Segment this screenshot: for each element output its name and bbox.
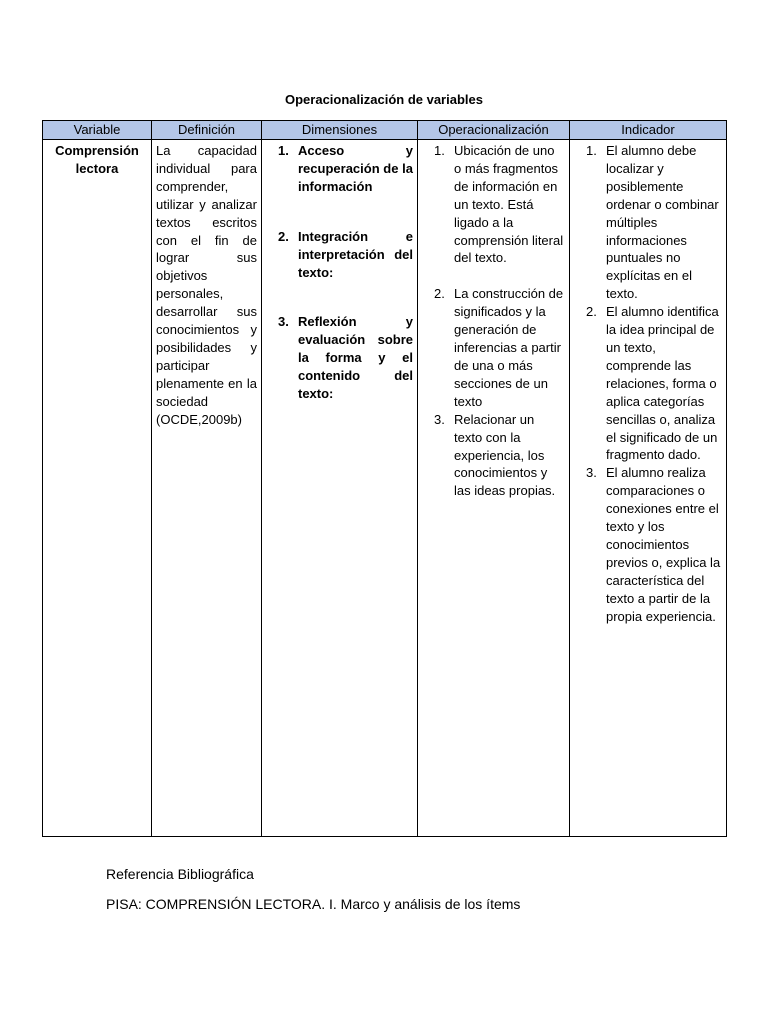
definition-cell (152, 140, 262, 837)
header-variable: Variable (43, 121, 152, 140)
list-number: 3. (586, 465, 597, 481)
operationalization-text: La construcción de significados y la generación de inferencias a partir de una o más secciones de un texto (454, 286, 564, 409)
header-indicador: Indicador (570, 121, 727, 140)
list-item (266, 313, 413, 403)
indicator-text: El alumno debe localizar y posiblemente ordenar o combinar múltiples informaciones puntuales no explícitas en el texto. (606, 143, 719, 302)
list-item (574, 464, 722, 625)
indicator-text: El alumno realiza comparaciones o conexiones entre el texto y los conocimientos previos o, explica la característica del texto a partir de la propia experiencia. (606, 465, 721, 624)
list-number: 1. (434, 143, 445, 158)
list-item (574, 142, 722, 303)
dimension-text: Reflexión y evaluación sobre la forma y el contenido del texto: (298, 314, 413, 402)
reference-heading: Referencia Bibliográfica (106, 866, 254, 882)
operationalization-table (42, 120, 727, 837)
header-dimensiones: Dimensiones (262, 121, 418, 140)
list-number: 2. (434, 286, 445, 302)
list-number: 3. (278, 314, 289, 330)
header-definicion: Definición (152, 121, 262, 140)
page-title: Operacionalización de variables (285, 92, 483, 107)
dimension-text: Integración e interpretación del texto: (298, 228, 413, 280)
operationalization-text: Relacionar un texto con la experiencia, los conocimientos y las ideas propias. (454, 411, 556, 499)
header-operacionalizacion: Operacionalización (418, 121, 570, 140)
indicator-text: El alumno identifica la idea principal de un texto, comprende las relaciones, forma o aplica categorías sencillas o, analiza el significado de un fragmento dado. (606, 304, 719, 463)
list-number: 1. (278, 143, 289, 158)
indicator-cell (570, 140, 727, 837)
operationalization-list (422, 142, 565, 500)
list-number: 3. (434, 411, 445, 427)
list-item (422, 285, 565, 410)
variable-name: Comprensión lectora (55, 143, 139, 176)
operationalization-text: Ubicación de uno o más fragmentos de información en un texto. Está ligado a la comprensión literal del texto. (454, 143, 564, 266)
table-header-row (43, 121, 727, 140)
list-item (574, 303, 722, 464)
variable-cell (43, 140, 152, 837)
list-item (422, 142, 565, 267)
list-number: 1. (586, 143, 597, 158)
definition-text: La capacidad individual para comprender, utilizar y analizar textos escritos con el fin de lograr sus objetivos personales, desarrollar sus conocimientos y posibilidades y participar plenamente en la sociedad (OCDE,2009b) (156, 143, 257, 427)
dimensions-cell (262, 140, 418, 837)
list-item (422, 411, 565, 501)
dimensions-list (266, 142, 413, 403)
indicator-list (574, 142, 722, 625)
operationalization-cell (418, 140, 570, 837)
reference-citation: PISA: COMPRENSIÓN LECTORA. I. Marco y análisis de los ítems (106, 896, 521, 912)
list-item (266, 228, 413, 282)
table-row (43, 140, 727, 837)
list-number: 2. (278, 228, 289, 244)
dimension-text: Acceso y recuperación de la información (298, 143, 413, 194)
list-number: 2. (586, 304, 597, 320)
list-item (266, 142, 413, 196)
